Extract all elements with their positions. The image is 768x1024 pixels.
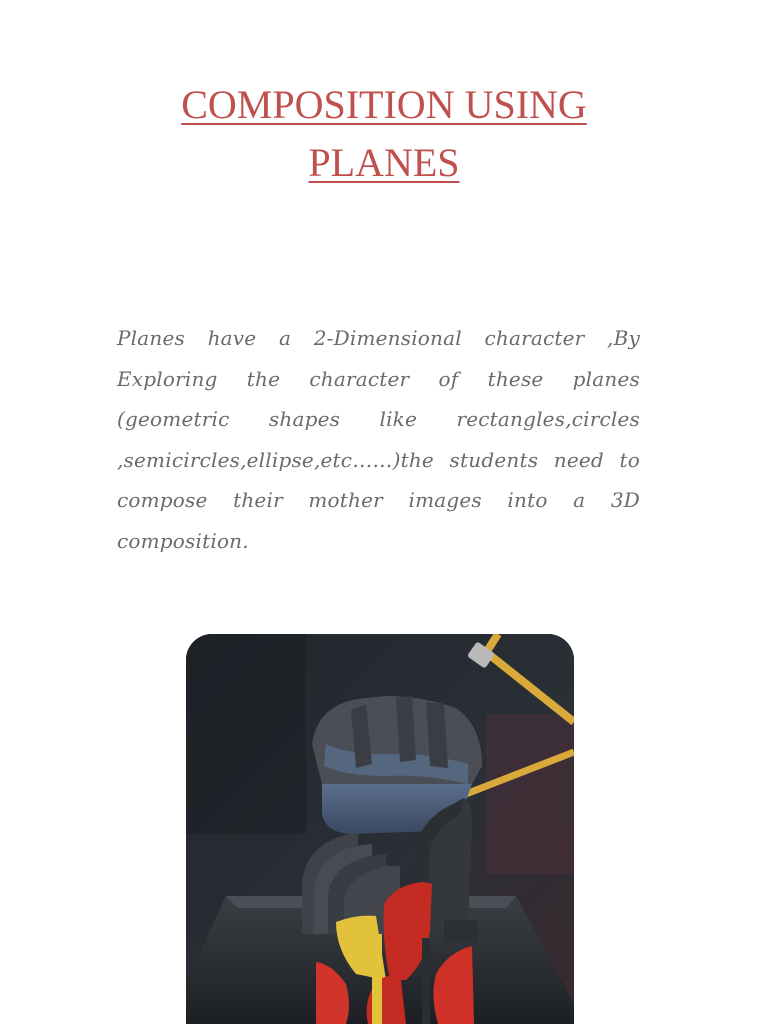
page-title — [0, 76, 768, 192]
title-line-2: PLANES — [308, 140, 460, 185]
composition-photo-illustration — [186, 634, 574, 1024]
composition-photo — [186, 634, 574, 1024]
title-line-1: COMPOSITION USING — [181, 82, 587, 127]
description-paragraph: Planes have a 2-Dimensional character ,By Exploring the character of these planes (geometric shapes like rectangles,circles ,semicircles,ellipse,etc……)the students need to compose their mother images into a 3D composition. — [117, 326, 640, 553]
